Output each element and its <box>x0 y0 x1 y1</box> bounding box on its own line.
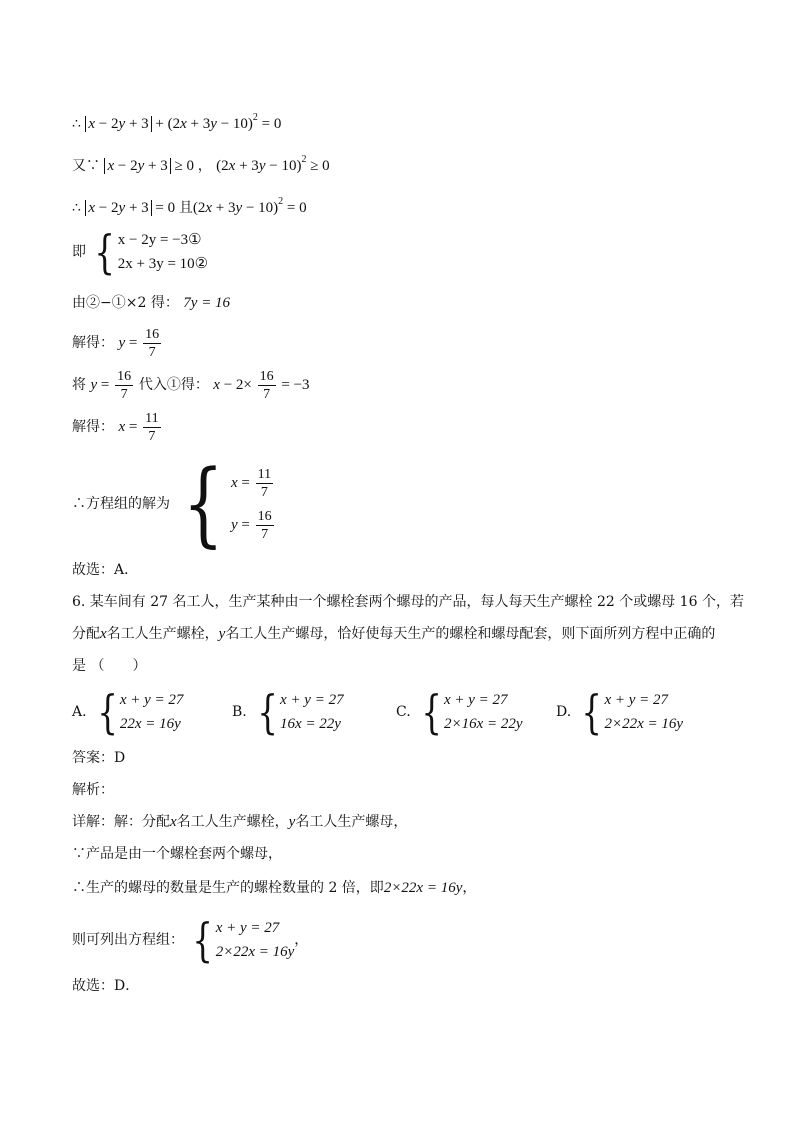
var-y: y <box>218 626 226 642</box>
step-text: 由②−①×2 得： <box>72 295 179 311</box>
brace-icon: { <box>183 450 225 557</box>
option-eq-1: x + y = 27 <box>280 692 344 708</box>
brace-icon: { <box>581 685 603 739</box>
brace-icon: { <box>257 685 278 739</box>
option-label: D. <box>556 704 572 720</box>
option-d[interactable] <box>556 685 684 739</box>
and-text: 且 <box>178 200 193 216</box>
option-label: C. <box>396 704 411 720</box>
math-expr: $(2x + 3y - 10)^2 \ge 0$ <box>216 154 330 174</box>
question-text: 名工人生产螺母，恰好使每天生产的螺栓和螺母配套，则下面所列方程中正确的 <box>225 626 716 642</box>
equation-line-7 <box>72 368 310 403</box>
var-x: x <box>100 626 107 642</box>
therefore-symbol: ∴ <box>72 200 81 216</box>
math-expr: 7y = 16 <box>183 295 231 311</box>
option-system <box>417 685 523 739</box>
therefore-symbol: ∴ <box>72 116 81 132</box>
option-system <box>577 685 684 739</box>
math-expr: y = $\frac{16}{7}$ <box>118 327 160 360</box>
so-text: ∴生产的螺母的数量是生产的螺栓数量的 2 倍，即 <box>72 880 384 896</box>
step-text: ∴方程组的解为 <box>72 496 170 512</box>
detail-text: 详解：解：分配 <box>72 814 170 830</box>
option-eq-2: 22x = 16y <box>119 716 181 732</box>
system-eq-2: 2x + 3y = 10② <box>117 256 209 272</box>
step-text: 解得： <box>72 418 114 435</box>
brace-icon: { <box>94 225 116 279</box>
brace-icon: { <box>192 913 214 967</box>
option-eq-2: 2×22x = 16y <box>604 716 684 732</box>
system-eq-1: x − 2y = −3① <box>117 232 202 248</box>
equation-line-5 <box>72 293 230 313</box>
equation-line-2 <box>72 150 330 176</box>
detail-text: 名工人生产螺栓， <box>176 814 289 830</box>
option-label: A. <box>72 704 87 720</box>
option-system <box>253 685 344 739</box>
solution-system-line <box>72 450 276 557</box>
option-c[interactable] <box>396 685 523 739</box>
so-line <box>72 878 476 898</box>
question-text: 分配 <box>72 626 100 642</box>
choice-line-a: 故选：A． <box>72 562 139 578</box>
equation-system <box>90 225 209 279</box>
math-expr: x − 2y + 3 = 0 <box>85 200 179 216</box>
because-text: 又∵ <box>72 158 100 174</box>
system-conclusion-line <box>72 913 309 967</box>
ie-text: 即 <box>72 244 86 260</box>
step-text: 代入①得： <box>138 376 209 393</box>
option-eq-1: x + y = 27 <box>119 692 184 708</box>
math-expr: $(2x + 3y - 10)^2 = 0$ <box>192 196 307 216</box>
option-eq-2: 16x = 22y <box>280 716 341 732</box>
option-label: B. <box>232 704 247 720</box>
var-x: x <box>170 814 177 830</box>
because-line: ∵产品是由一个螺栓套两个螺母， <box>72 846 282 862</box>
separator: ， <box>197 158 212 174</box>
math-expr: x − 2y + 3 ≥ 0 <box>104 158 197 174</box>
analysis-label: 解析： <box>72 782 114 798</box>
system-line-4 <box>72 225 209 279</box>
step-text: 解得： <box>72 334 114 351</box>
question-line-2 <box>72 624 715 644</box>
final-choice-line: 故选：D． <box>72 978 140 994</box>
equation-line-1 <box>72 108 281 134</box>
punct: ， <box>462 880 477 896</box>
option-eq-2: 2×16x = 22y <box>443 716 523 732</box>
option-system <box>93 685 184 739</box>
brace-icon: { <box>421 685 442 739</box>
math-expr: $x - 2y + 3 + (2x + 3y - 10)^2 = 0$ <box>85 116 281 132</box>
question-line-3: 是 （ ） <box>72 658 147 674</box>
system-text: 则可列出方程组： <box>72 932 184 948</box>
brace-icon: { <box>96 685 118 739</box>
equation-line-3 <box>72 192 307 218</box>
equation-system <box>188 913 295 967</box>
var-y: y <box>288 814 296 830</box>
question-line-1: 6. 某车间有 27 名工人，生产某种由一个螺栓套两个螺母的产品，每人每天生产螺栓 22 个或螺母 16 个，若 <box>72 594 744 610</box>
option-eq-1: x + y = 27 <box>604 692 669 708</box>
math-expr: 2×22x = 16y <box>383 880 463 896</box>
punct: ， <box>294 932 309 948</box>
option-a[interactable] <box>72 685 184 739</box>
question-text: 名工人生产螺栓， <box>106 626 219 642</box>
system-eq-1: x + y = 27 <box>215 920 280 936</box>
detail-line <box>72 812 407 832</box>
detail-text: 名工人生产螺母， <box>295 814 408 830</box>
step-text: 将 <box>72 376 86 393</box>
option-b[interactable] <box>232 685 344 739</box>
system-eq-2: 2×22x = 16y <box>215 944 295 960</box>
equation-system: { x = $\frac{11}{7}$ y = $\frac{16}{7}$ <box>183 450 272 557</box>
option-eq-1: x + y = 27 <box>443 692 508 708</box>
answer-line: 答案：D <box>72 750 126 766</box>
equation-line-6 <box>72 326 163 361</box>
math-expr: y = $\frac{16}{7}$ <box>90 369 132 402</box>
math-expr: x − 2× $\frac{16}{7}$ = −3 <box>213 369 310 402</box>
math-expr: x = $\frac{11}{7}$ <box>118 411 159 444</box>
equation-line-8 <box>72 410 163 445</box>
